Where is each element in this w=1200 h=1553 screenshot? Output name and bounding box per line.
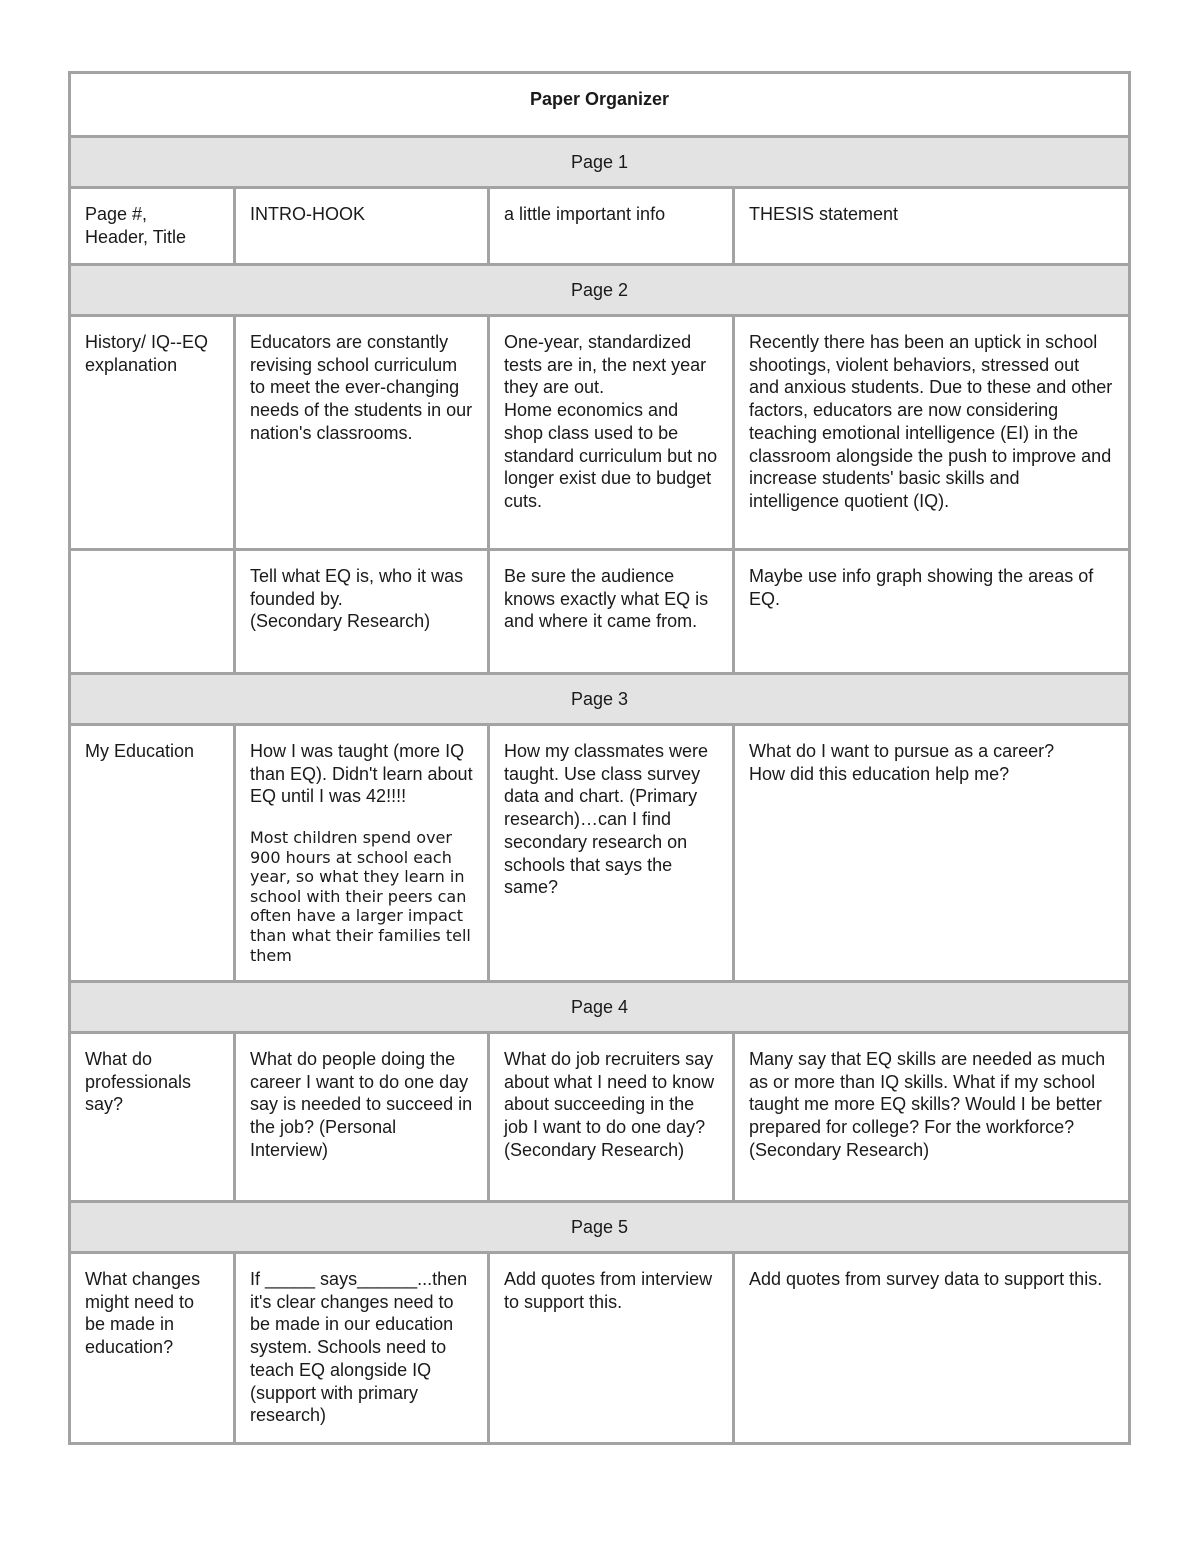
- page-header-row: [70, 137, 1130, 188]
- table-row: [70, 550, 1130, 674]
- column-3-cell: Many say that EQ skills are needed as much as or more than IQ skills. What if my school taught me more EQ skills? Would I be better prepared for college? For the workforce? (Secondary Research): [734, 1033, 1130, 1202]
- page-header-row: [70, 1202, 1130, 1253]
- column-2-cell: One-year, standardized tests are in, the next year they are out. Home economics and shop class used to be standard curriculum but no longer exist due to budget cuts.: [489, 316, 734, 550]
- page-label: Page 4: [70, 982, 1130, 1033]
- cell-note: Most children spend over 900 hours at school each year, so what they learn in school with their peers can often have a larger impact than what their families tell them: [250, 828, 471, 965]
- row-label-cell: History/ IQ--EQ explanation: [70, 316, 235, 550]
- row-label-cell: What changes might need to be made in education?: [70, 1253, 235, 1444]
- page-header-row: [70, 982, 1130, 1033]
- column-2-cell: Add quotes from interview to support this.: [489, 1253, 734, 1444]
- table-row: [70, 316, 1130, 550]
- column-3-cell: Maybe use info graph showing the areas of EQ.: [734, 550, 1130, 674]
- title-row: [70, 73, 1130, 137]
- column-3-cell: Recently there has been an uptick in school shootings, violent behaviors, stressed out and anxious students. Due to these and other factors, educators are now considering teaching emotional intelligence (EI) in the classroom alongside the push to improve and increase students' basic skills and intelligence quotient (IQ).: [734, 316, 1130, 550]
- column-2-cell: How my classmates were taught. Use class survey data and chart. (Primary research)…can I find secondary research on schools that says the same?: [489, 725, 734, 982]
- column-1-cell: Tell what EQ is, who it was founded by. (Secondary Research): [235, 550, 489, 674]
- row-label-cell: What do professionals say?: [70, 1033, 235, 1202]
- page-title: Paper Organizer: [70, 73, 1130, 137]
- table-row: [70, 1253, 1130, 1444]
- column-2-cell: Be sure the audience knows exactly what EQ is and where it came from.: [489, 550, 734, 674]
- table-row: [70, 188, 1130, 265]
- page-label: Page 1: [70, 137, 1130, 188]
- column-2-cell: a little important info: [489, 188, 734, 265]
- paper-organizer-table: [68, 71, 1131, 1445]
- row-label-cell: [70, 550, 235, 674]
- page-label: Page 2: [70, 265, 1130, 316]
- column-1-cell: [235, 725, 489, 982]
- column-3-cell: THESIS statement: [734, 188, 1130, 265]
- column-3-cell: Add quotes from survey data to support this.: [734, 1253, 1130, 1444]
- row-label-cell: My Education: [70, 725, 235, 982]
- page-label: Page 3: [70, 674, 1130, 725]
- column-1-cell: What do people doing the career I want to do one day say is needed to succeed in the job? (Personal Interview): [235, 1033, 489, 1202]
- column-1-cell: If _____ says______...then it's clear changes need to be made in our education system. Schools need to teach EQ alongside IQ (support with primary research): [235, 1253, 489, 1444]
- row-label-cell: Page #, Header, Title: [70, 188, 235, 265]
- table-row: [70, 1033, 1130, 1202]
- cell-text: How I was taught (more IQ than EQ). Didn't learn about EQ until I was 42!!!!: [250, 741, 473, 807]
- column-3-cell: What do I want to pursue as a career? How did this education help me?: [734, 725, 1130, 982]
- page-label: Page 5: [70, 1202, 1130, 1253]
- column-1-cell: INTRO-HOOK: [235, 188, 489, 265]
- column-2-cell: What do job recruiters say about what I need to know about succeeding in the job I want to do one day? (Secondary Research): [489, 1033, 734, 1202]
- column-1-cell: Educators are constantly revising school curriculum to meet the ever-changing needs of the students in our nation's classrooms.: [235, 316, 489, 550]
- page-header-row: [70, 265, 1130, 316]
- page-header-row: [70, 674, 1130, 725]
- table-row: [70, 725, 1130, 982]
